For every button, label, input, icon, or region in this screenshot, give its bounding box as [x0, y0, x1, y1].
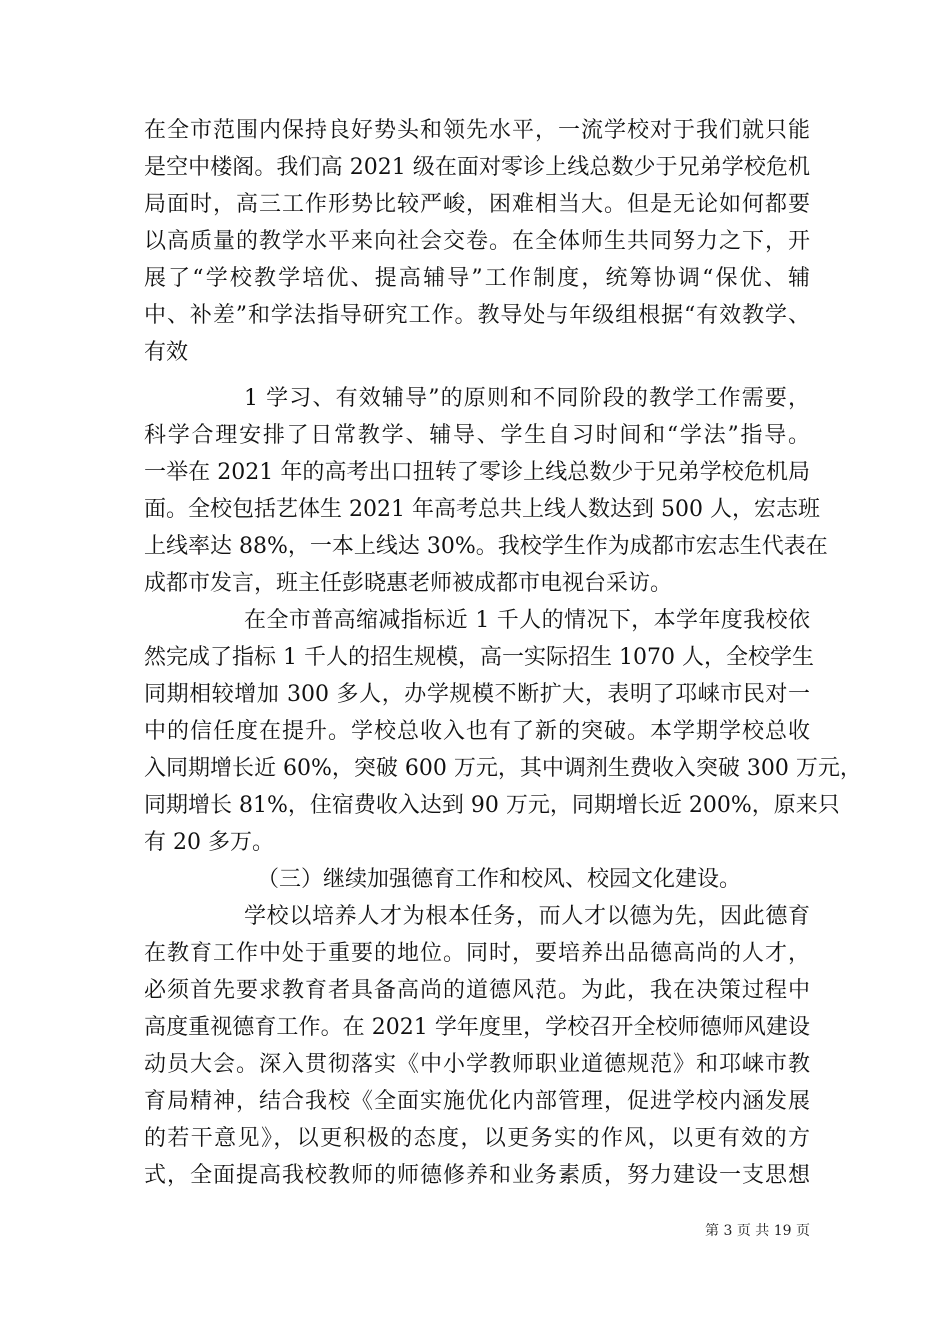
text-line: 高度重视德育工作。在 2021 学年度里，学校召开全校师德师风建设 — [144, 1015, 810, 1040]
text-line: 学校以培养人才为根本任务，而人才以德为先，因此德育 — [244, 904, 810, 929]
text-line: 以高质量的教学水平来向社会交卷。在全体师生共同努力之下，开 — [144, 229, 810, 254]
text-line: 有效 — [144, 340, 189, 365]
section-heading: （三）继续加强德育工作和校风、校园文化建设。 — [257, 867, 742, 892]
page-number-footer: 第 3 页 共 19 页 — [705, 1223, 810, 1239]
paragraph-2 — [144, 380, 828, 602]
text-line: 入同期增长近 60%，突破 600 万元，其中调剂生费收入突破 300 万元， — [144, 756, 862, 781]
text-line: 同期相较增加 300 多人，办学规模不断扩大，表明了邛崃市民对一 — [144, 682, 810, 707]
text-line: 有 20 多万。 — [144, 830, 274, 855]
text-line: 同期增长 81%，住宿费收入达到 90 万元，同期增长近 200%，原来只 — [144, 793, 840, 818]
text-line: 育局精神，结合我校《全面实施优化内部管理，促进学校内涵发展 — [144, 1089, 810, 1114]
text-line: 在教育工作中处于重要的地位。同时，要培养出品德高尚的人才， — [144, 941, 810, 966]
paragraph-1 — [144, 112, 810, 371]
text-line: 局面时，高三工作形势比较严峻，困难相当大。但是无论如何都要 — [144, 192, 810, 217]
text-line: 必须首先要求教育者具备高尚的道德风范。为此，我在决策过程中 — [144, 978, 810, 1003]
text-line: 成都市发言，班主任彭晓惠老师被成都市电视台采访。 — [144, 571, 673, 596]
text-line: 中的信任度在提升。学校总收入也有了新的突破。本学期学校总收 — [144, 719, 810, 744]
text-line: 面。全校包括艺体生 2021 年高考总共上线人数达到 500 人，宏志班 — [144, 497, 820, 522]
text-line: 1 学习、有效辅导”的原则和不同阶段的教学工作需要， — [244, 386, 810, 411]
text-line: 的若干意见》，以更积极的态度，以更务实的作风，以更有效的方 — [144, 1126, 810, 1151]
text-line: 上线率达 88%，一本上线达 30%。我校学生作为成都市宏志生代表在 — [144, 534, 828, 559]
text-line: 在全市范围内保持良好势头和领先水平，一流学校对于我们就只能 — [144, 118, 810, 143]
text-line: 是空中楼阁。我们高 2021 级在面对零诊上线总数少于兄弟学校危机 — [144, 155, 810, 180]
paragraph-4 — [144, 898, 810, 1194]
text-line: 一举在 2021 年的高考出口扭转了零诊上线总数少于兄弟学校危机局 — [144, 460, 810, 485]
text-line: 然完成了指标 1 千人的招生规模，高一实际招生 1070 人，全校学生 — [144, 645, 814, 670]
paragraph-3 — [144, 602, 862, 861]
text-line: 在全市普高缩减指标近 1 千人的情况下，本学年度我校依 — [244, 608, 810, 633]
text-line: 展了“学校教学培优、提高辅导”工作制度，统筹协调“保优、辅 — [144, 266, 810, 291]
text-line: 中、补差”和学法指导研究工作。教导处与年级组根据“有效教学、 — [144, 303, 810, 328]
text-line: 动员大会。深入贯彻落实《中小学教师职业道德规范》和邛崃市教 — [144, 1052, 810, 1077]
document-body — [144, 112, 862, 1194]
text-line: 式，全面提高我校教师的师德修养和业务素质，努力建设一支思想 — [144, 1163, 810, 1188]
text-line: 科学合理安排了日常教学、辅导、学生自习时间和“学法”指导。 — [144, 423, 810, 448]
